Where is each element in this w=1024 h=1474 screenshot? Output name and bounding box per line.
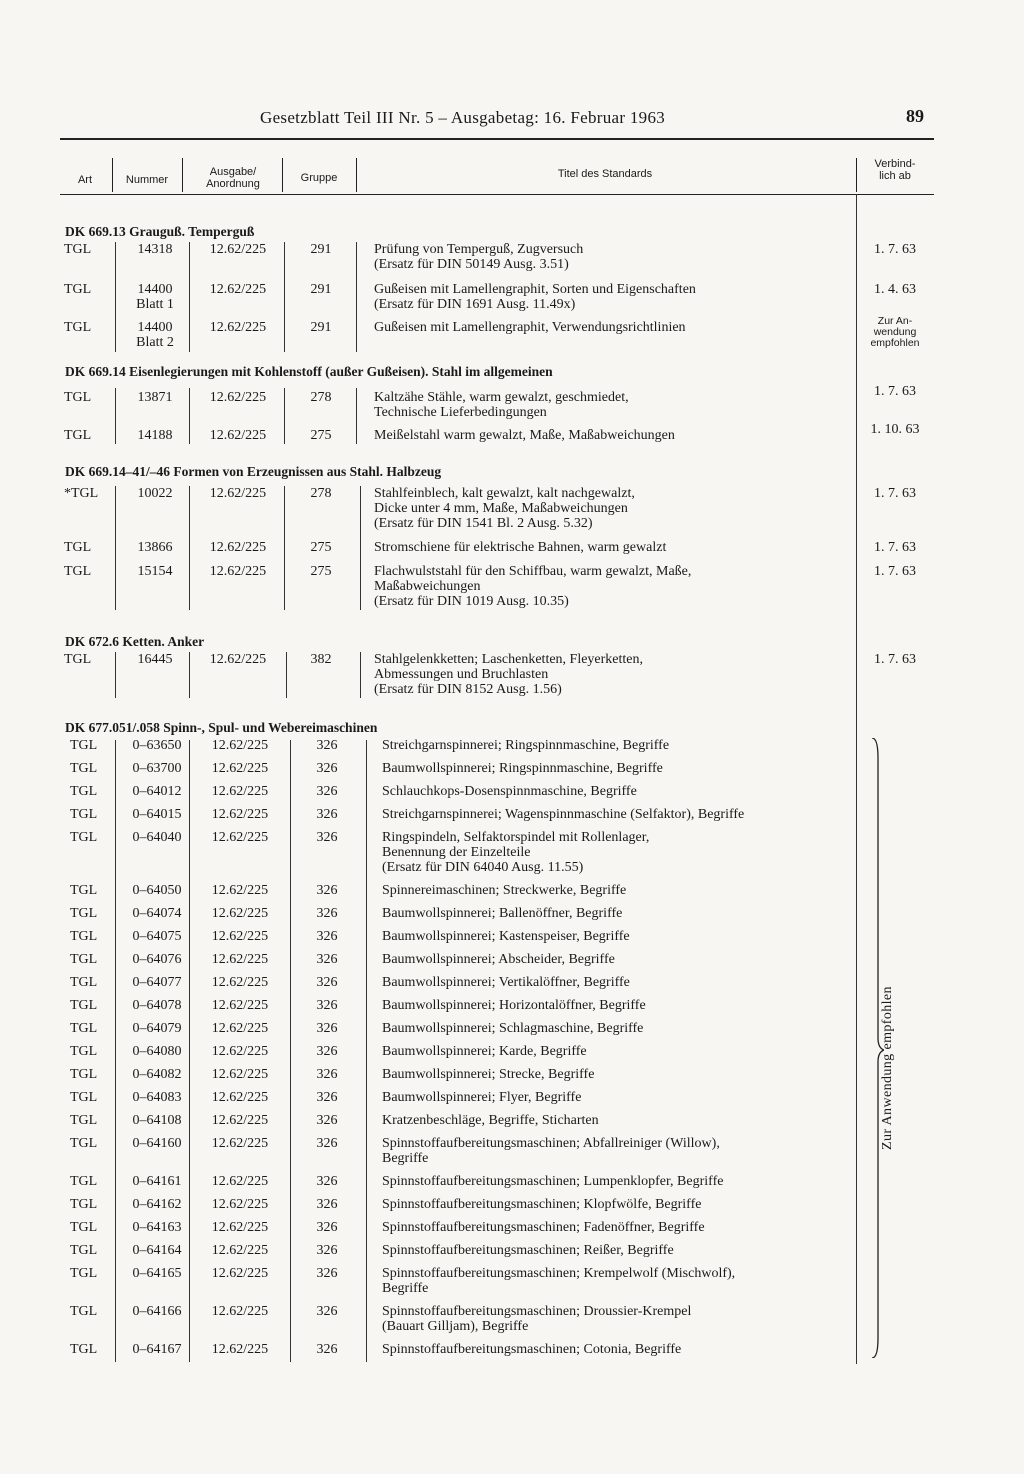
gruppe-cell: 291 bbox=[310, 242, 332, 257]
verbindlich-text: wendung bbox=[873, 326, 917, 338]
ausgabe-cell: 12.62/225 bbox=[211, 1067, 269, 1082]
titel-cell bbox=[382, 929, 862, 944]
page-title: Gesetzblatt Teil III Nr. 5 – Ausgabetag: 16. Februar 1963 bbox=[260, 108, 666, 127]
art-cell: TGL bbox=[64, 564, 92, 579]
titel-cell bbox=[382, 1067, 862, 1082]
verbindlich-text: 1. 7. 63 bbox=[874, 486, 916, 501]
titel-line: Spinnstoffaufbereitungsmaschinen; Lumpenklopfer, Begriffe bbox=[382, 1174, 724, 1189]
titel-line: Spinnstoffaufbereitungsmaschinen; Reißer, Begriffe bbox=[382, 1243, 674, 1258]
titel-cell bbox=[382, 952, 862, 967]
ausgabe-cell: 12.62/225 bbox=[211, 906, 269, 921]
gruppe-cell: 326 bbox=[316, 1243, 338, 1258]
nummer-text: Blatt 2 bbox=[136, 335, 174, 350]
gruppe-cell: 291 bbox=[310, 282, 332, 297]
ausgabe-cell: 12.62/225 bbox=[209, 390, 267, 405]
nummer-cell: 0–64076 bbox=[132, 952, 182, 967]
ausgabe-cell: 12.62/225 bbox=[211, 1113, 269, 1128]
titel-line: Schlauchkops-Dosenspinnmaschine, Begriffe bbox=[382, 784, 637, 799]
section-title: DK 669.14–41/–46 Formen von Erzeugnissen aus Stahl. Halbzeug bbox=[65, 464, 442, 479]
nummer-cell: 0–64015 bbox=[132, 807, 182, 822]
ausgabe-cell: 12.62/225 bbox=[211, 883, 269, 898]
titel-cell bbox=[382, 784, 862, 799]
verbindlich-text: 1. 7. 63 bbox=[874, 540, 916, 555]
page-header bbox=[60, 108, 930, 138]
nummer-cell bbox=[118, 564, 192, 579]
titel-line: (Ersatz für DIN 1541 Bl. 2 Ausg. 5.32) bbox=[374, 516, 593, 531]
nummer-text: 13866 bbox=[137, 540, 173, 555]
verbindlich-text: Zur An- bbox=[877, 315, 913, 327]
titel-line: (Ersatz für DIN 8152 Ausg. 1.56) bbox=[374, 682, 562, 697]
titel-line: Stromschiene für elektrische Bahnen, warm gewalzt bbox=[374, 540, 667, 555]
art-cell: TGL bbox=[70, 998, 98, 1013]
titel-line: Kratzenbeschläge, Begriffe, Sticharten bbox=[382, 1113, 599, 1128]
verbindlich-text: 1. 7. 63 bbox=[874, 564, 916, 579]
titel-line: Gußeisen mit Lamellengraphit, Sorten und Eigenschaften bbox=[374, 282, 696, 297]
nummer-cell: 0–64080 bbox=[132, 1044, 182, 1059]
column-header-ausgabe bbox=[184, 166, 282, 190]
column-rule bbox=[366, 740, 367, 1362]
ausgabe-cell: 12.62/225 bbox=[209, 540, 267, 555]
titel-line: Stahlfeinblech, kalt gewalzt, kalt nachgewalzt, bbox=[374, 486, 635, 501]
titel-cell bbox=[374, 282, 854, 312]
gruppe-cell: 326 bbox=[316, 975, 338, 990]
gruppe-cell: 275 bbox=[310, 428, 332, 443]
gruppe-cell: 326 bbox=[316, 998, 338, 1013]
titel-cell bbox=[382, 1266, 862, 1296]
art-cell: TGL bbox=[64, 652, 92, 667]
ausgabe-cell: 12.62/225 bbox=[211, 738, 269, 753]
art-cell: TGL bbox=[70, 952, 98, 967]
ausgabe-cell: 12.62/225 bbox=[209, 320, 267, 335]
verbindlich-cell bbox=[860, 242, 930, 257]
titel-line: Benennung der Einzelteile bbox=[382, 845, 531, 860]
titel-line: Spinnstoffaufbereitungsmaschinen; Fadenöffner, Begriffe bbox=[382, 1220, 705, 1235]
ausgabe-cell: 12.62/225 bbox=[211, 1044, 269, 1059]
art-cell: TGL bbox=[64, 390, 92, 405]
titel-cell bbox=[374, 486, 854, 531]
art-cell: *TGL bbox=[64, 486, 99, 501]
ausgabe-cell: 12.62/225 bbox=[209, 652, 267, 667]
titel-cell bbox=[382, 761, 862, 776]
titel-cell bbox=[374, 540, 854, 555]
verbindlich-text: 1. 7. 63 bbox=[874, 242, 916, 257]
nummer-text: 16445 bbox=[137, 652, 173, 667]
nummer-text: 14400 bbox=[137, 282, 173, 297]
ausgabe-cell: 12.62/225 bbox=[211, 1136, 269, 1151]
ausgabe-cell: 12.62/225 bbox=[211, 1243, 269, 1258]
column-divider bbox=[112, 158, 113, 192]
titel-line: (Ersatz für DIN 64040 Ausg. 11.55) bbox=[382, 860, 584, 875]
titel-cell bbox=[382, 1174, 862, 1189]
gruppe-cell: 326 bbox=[316, 906, 338, 921]
nummer-text: 15154 bbox=[137, 564, 173, 579]
gruppe-cell: 326 bbox=[316, 1174, 338, 1189]
column-rule bbox=[360, 486, 361, 610]
ausgabe-cell: 12.62/225 bbox=[209, 242, 267, 257]
art-cell: TGL bbox=[64, 320, 92, 335]
column-rule bbox=[115, 740, 116, 1362]
column-rule bbox=[115, 388, 116, 444]
page-number: 89 bbox=[906, 106, 924, 126]
ausgabe-cell: 12.62/225 bbox=[211, 1342, 269, 1357]
art-cell: TGL bbox=[64, 428, 92, 443]
art-cell: TGL bbox=[70, 761, 98, 776]
column-rule bbox=[115, 242, 116, 352]
column-header-nummer: Nummer bbox=[125, 174, 169, 186]
column-header-art: Art bbox=[77, 174, 93, 186]
nummer-cell bbox=[118, 428, 192, 443]
gruppe-cell: 278 bbox=[310, 390, 332, 405]
column-rule bbox=[356, 388, 357, 444]
titel-line: Baumwollspinnerei; Schlagmaschine, Begriffe bbox=[382, 1021, 644, 1036]
titel-line: Streichgarnspinnerei; Wagenspinnmaschine (Selfaktor), Begriffe bbox=[382, 807, 745, 822]
ausgabe-cell: 12.62/225 bbox=[211, 830, 269, 845]
titel-cell bbox=[382, 1044, 862, 1059]
art-cell: TGL bbox=[70, 883, 98, 898]
verbindlich-text: 1. 4. 63 bbox=[874, 282, 916, 297]
column-rule bbox=[189, 740, 190, 1362]
brace-label: Zur Anwendung empfohlen bbox=[880, 986, 895, 1150]
nummer-cell: 0–64078 bbox=[132, 998, 182, 1013]
titel-cell bbox=[382, 830, 862, 875]
titel-cell bbox=[382, 1304, 862, 1334]
titel-cell bbox=[374, 652, 854, 697]
titel-cell bbox=[374, 564, 854, 609]
gruppe-cell: 326 bbox=[316, 1266, 338, 1281]
titel-line: Kaltzähe Stähle, warm gewalzt, geschmiedet, bbox=[374, 390, 629, 405]
gruppe-cell: 326 bbox=[316, 1090, 338, 1105]
ausgabe-cell: 12.62/225 bbox=[211, 1220, 269, 1235]
verbindlich-cell bbox=[860, 564, 930, 579]
column-rule bbox=[189, 486, 190, 610]
nummer-cell: 0–64079 bbox=[132, 1021, 182, 1036]
titel-line: Baumwollspinnerei; Strecke, Begriffe bbox=[382, 1067, 595, 1082]
column-divider bbox=[856, 158, 857, 192]
nummer-cell bbox=[118, 540, 192, 555]
nummer-cell: 0–63650 bbox=[132, 738, 182, 753]
nummer-cell: 0–64165 bbox=[132, 1266, 182, 1281]
ausgabe-cell: 12.62/225 bbox=[211, 1197, 269, 1212]
art-cell: TGL bbox=[70, 1342, 98, 1357]
verbindlich-text: 1. 10. 63 bbox=[870, 422, 920, 437]
titel-cell bbox=[374, 320, 854, 335]
gruppe-cell: 326 bbox=[316, 738, 338, 753]
gruppe-cell: 278 bbox=[310, 486, 332, 501]
titel-line: (Ersatz für DIN 1691 Ausg. 11.49x) bbox=[374, 297, 576, 312]
titel-line: Technische Lieferbedingungen bbox=[374, 405, 547, 420]
art-cell: TGL bbox=[70, 807, 98, 822]
titel-cell bbox=[382, 883, 862, 898]
titel-line: Begriffe bbox=[382, 1151, 429, 1166]
column-divider bbox=[282, 158, 283, 192]
art-cell: TGL bbox=[64, 540, 92, 555]
gruppe-cell: 326 bbox=[316, 1021, 338, 1036]
titel-line: Spinnstoffaufbereitungsmaschinen; Droussier-Krempel bbox=[382, 1304, 692, 1319]
gruppe-cell: 326 bbox=[316, 761, 338, 776]
ausgabe-cell: 12.62/225 bbox=[211, 998, 269, 1013]
art-cell: TGL bbox=[70, 1266, 98, 1281]
gruppe-cell: 326 bbox=[316, 784, 338, 799]
gruppe-cell: 326 bbox=[316, 1197, 338, 1212]
titel-line: Baumwollspinnerei; Ballenöffner, Begriffe bbox=[382, 906, 623, 921]
gruppe-cell: 326 bbox=[316, 1113, 338, 1128]
art-cell: TGL bbox=[64, 282, 92, 297]
nummer-text: 14400 bbox=[137, 320, 173, 335]
titel-line: Begriffe bbox=[382, 1281, 429, 1296]
verbindlich-cell bbox=[860, 486, 930, 501]
column-rule bbox=[284, 486, 285, 610]
nummer-text: Blatt 1 bbox=[136, 297, 174, 312]
column-rule bbox=[360, 652, 361, 698]
column-header-verbindlich bbox=[858, 158, 932, 182]
nummer-cell: 0–64108 bbox=[132, 1113, 182, 1128]
art-cell: TGL bbox=[70, 1197, 98, 1212]
nummer-cell: 0–64166 bbox=[132, 1304, 182, 1319]
verbindlich-cell bbox=[860, 652, 930, 667]
section-title: DK 669.14 Eisenlegierungen mit Kohlenstoff (außer Gußeisen). Stahl im allgemeinen bbox=[65, 364, 553, 379]
titel-cell bbox=[382, 1113, 862, 1128]
titel-line: Spinnstoffaufbereitungsmaschinen; Cotonia, Begriffe bbox=[382, 1342, 682, 1357]
titel-line: Spinnstoffaufbereitungsmaschinen; Klopfwölfe, Begriffe bbox=[382, 1197, 702, 1212]
verbindlich-cell bbox=[860, 282, 930, 297]
ausgabe-cell: 12.62/225 bbox=[211, 1090, 269, 1105]
titel-line: Baumwollspinnerei; Karde, Begriffe bbox=[382, 1044, 587, 1059]
titel-cell bbox=[382, 738, 862, 753]
verbindlich-cell bbox=[860, 540, 930, 555]
art-cell: TGL bbox=[70, 1136, 98, 1151]
titel-line: Abmessungen und Bruchlasten bbox=[374, 667, 549, 682]
titel-line: (Ersatz für DIN 50149 Ausg. 3.51) bbox=[374, 257, 569, 272]
art-cell: TGL bbox=[70, 906, 98, 921]
gruppe-cell: 326 bbox=[316, 1136, 338, 1151]
art-cell: TGL bbox=[70, 1220, 98, 1235]
ausgabe-cell: 12.62/225 bbox=[209, 486, 267, 501]
verbindlich-text: empfohlen bbox=[870, 337, 920, 349]
gruppe-cell: 326 bbox=[316, 830, 338, 845]
gruppe-cell: 382 bbox=[310, 652, 332, 667]
table-header bbox=[60, 152, 934, 195]
nummer-text: 13871 bbox=[137, 390, 173, 405]
ausgabe-cell: 12.62/225 bbox=[211, 975, 269, 990]
nummer-cell: 0–64075 bbox=[132, 929, 182, 944]
nummer-cell bbox=[118, 242, 192, 257]
titel-cell bbox=[382, 1090, 862, 1105]
column-divider bbox=[182, 158, 183, 192]
section-title: DK 672.6 Ketten. Anker bbox=[65, 634, 205, 649]
ausgabe-cell: 12.62/225 bbox=[211, 929, 269, 944]
nummer-cell: 0–64161 bbox=[132, 1174, 182, 1189]
ausgabe-cell: 12.62/225 bbox=[211, 1174, 269, 1189]
ausgabe-cell: 12.62/225 bbox=[211, 1266, 269, 1281]
nummer-cell: 0–64163 bbox=[132, 1220, 182, 1235]
art-cell: TGL bbox=[70, 1174, 98, 1189]
gruppe-cell: 326 bbox=[316, 883, 338, 898]
titel-cell bbox=[382, 1243, 862, 1258]
ausgabe-cell: 12.62/225 bbox=[211, 784, 269, 799]
nummer-cell bbox=[118, 390, 192, 405]
column-rule bbox=[189, 652, 190, 698]
ausgabe-cell: 12.62/225 bbox=[209, 428, 267, 443]
column-header-titel: Titel des Standards bbox=[557, 168, 653, 180]
titel-cell bbox=[382, 906, 862, 921]
section-title: DK 677.051/.058 Spinn-, Spul- und Webereimaschinen bbox=[65, 720, 378, 735]
gruppe-cell: 326 bbox=[316, 1304, 338, 1319]
nummer-cell bbox=[118, 486, 192, 501]
column-rule bbox=[115, 486, 116, 610]
titel-cell bbox=[382, 1197, 862, 1212]
ausgabe-cell: 12.62/225 bbox=[211, 761, 269, 776]
nummer-cell: 0–64162 bbox=[132, 1197, 182, 1212]
nummer-cell: 0–64040 bbox=[132, 830, 182, 845]
titel-cell bbox=[382, 998, 862, 1013]
verbindlich-cell bbox=[860, 316, 930, 349]
titel-cell bbox=[374, 390, 854, 420]
verbindlich-cell bbox=[860, 384, 930, 399]
nummer-cell: 0–64083 bbox=[132, 1090, 182, 1105]
nummer-cell: 0–63700 bbox=[132, 761, 182, 776]
verbindlich-text: 1. 7. 63 bbox=[874, 384, 916, 399]
column-header-verbindlich-line2: lich ab bbox=[879, 170, 911, 182]
column-header-verbindlich-line1: Verbind- bbox=[874, 158, 916, 170]
nummer-cell: 0–64050 bbox=[132, 883, 182, 898]
gruppe-cell: 326 bbox=[316, 807, 338, 822]
titel-line: Spinnstoffaufbereitungsmaschinen; Krempelwolf (Mischwolf), bbox=[382, 1266, 736, 1281]
titel-line: Prüfung von Temperguß, Zugversuch bbox=[374, 242, 584, 257]
nummer-cell: 0–64167 bbox=[132, 1342, 182, 1357]
column-header-ausgabe-line1: Ausgabe/ bbox=[209, 166, 257, 178]
titel-line: Baumwollspinnerei; Kastenspeiser, Begriffe bbox=[382, 929, 630, 944]
art-cell: TGL bbox=[70, 738, 98, 753]
titel-line: (Bauart Gilljam), Begriffe bbox=[382, 1319, 529, 1334]
art-cell: TGL bbox=[70, 929, 98, 944]
verbindlich-text: 1. 7. 63 bbox=[874, 652, 916, 667]
gruppe-cell: 326 bbox=[316, 1342, 338, 1357]
nummer-cell: 0–64160 bbox=[132, 1136, 182, 1151]
art-cell: TGL bbox=[70, 1021, 98, 1036]
nummer-text: 10022 bbox=[137, 486, 173, 501]
column-rule bbox=[189, 242, 190, 352]
art-cell: TGL bbox=[70, 1113, 98, 1128]
nummer-cell: 0–64164 bbox=[132, 1243, 182, 1258]
gruppe-cell: 275 bbox=[310, 564, 332, 579]
nummer-text: 14318 bbox=[137, 242, 173, 257]
titel-cell bbox=[382, 1021, 862, 1036]
titel-line: Gußeisen mit Lamellengraphit, Verwendungsrichtlinien bbox=[374, 320, 686, 335]
art-cell: TGL bbox=[70, 975, 98, 990]
titel-line: Dicke unter 4 mm, Maße, Maßabweichungen bbox=[374, 501, 628, 516]
ausgabe-cell: 12.62/225 bbox=[209, 282, 267, 297]
titel-line: (Ersatz für DIN 1019 Ausg. 10.35) bbox=[374, 594, 569, 609]
titel-cell bbox=[382, 975, 862, 990]
titel-cell bbox=[382, 1220, 862, 1235]
art-cell: TGL bbox=[70, 1243, 98, 1258]
titel-line: Baumwollspinnerei; Abscheider, Begriffe bbox=[382, 952, 615, 967]
art-cell: TGL bbox=[64, 242, 92, 257]
titel-cell bbox=[374, 428, 854, 443]
gruppe-cell: 326 bbox=[316, 1067, 338, 1082]
titel-line: Stahlgelenkketten; Laschenketten, Fleyerketten, bbox=[374, 652, 644, 667]
nummer-cell bbox=[118, 282, 192, 312]
titel-cell bbox=[374, 242, 854, 272]
art-cell: TGL bbox=[70, 830, 98, 845]
art-cell: TGL bbox=[70, 1304, 98, 1319]
titel-line: Spinnstoffaufbereitungsmaschinen; Abfallreiniger (Willow), bbox=[382, 1136, 720, 1151]
column-rule bbox=[284, 388, 285, 444]
header-rule bbox=[60, 138, 934, 140]
ausgabe-cell: 12.62/225 bbox=[211, 952, 269, 967]
titel-line: Streichgarnspinnerei; Ringspinnmaschine, Begriffe bbox=[382, 738, 670, 753]
nummer-cell: 0–64077 bbox=[132, 975, 182, 990]
verbindlich-cell bbox=[860, 422, 930, 437]
ausgabe-cell: 12.62/225 bbox=[211, 1021, 269, 1036]
column-rule bbox=[115, 652, 116, 698]
titel-line: Flachwulststahl für den Schiffbau, warm gewalzt, Maße, bbox=[374, 564, 692, 579]
titel-line: Ringspindeln, Selfaktorspindel mit Rollenlager, bbox=[382, 830, 650, 845]
column-rule bbox=[356, 242, 357, 352]
gruppe-cell: 326 bbox=[316, 1220, 338, 1235]
gruppe-cell: 326 bbox=[316, 1044, 338, 1059]
art-cell: TGL bbox=[70, 1090, 98, 1105]
nummer-text: 14188 bbox=[137, 428, 173, 443]
titel-line: Meißelstahl warm gewalzt, Maße, Maßabweichungen bbox=[374, 428, 675, 443]
titel-line: Spinnereimaschinen; Streckwerke, Begriffe bbox=[382, 883, 627, 898]
nummer-cell bbox=[118, 320, 192, 350]
gruppe-cell: 326 bbox=[316, 929, 338, 944]
gruppe-cell: 291 bbox=[310, 320, 332, 335]
titel-line: Baumwollspinnerei; Ringspinnmaschine, Begriffe bbox=[382, 761, 663, 776]
nummer-cell bbox=[118, 652, 192, 667]
art-cell: TGL bbox=[70, 784, 98, 799]
column-header-ausgabe-line2: Anordnung bbox=[206, 178, 260, 190]
ausgabe-cell: 12.62/225 bbox=[211, 1304, 269, 1319]
column-rule bbox=[189, 388, 190, 444]
column-header-gruppe: Gruppe bbox=[300, 172, 338, 184]
nummer-cell: 0–64074 bbox=[132, 906, 182, 921]
gruppe-cell: 275 bbox=[310, 540, 332, 555]
titel-line: Baumwollspinnerei; Horizontalöffner, Begriffe bbox=[382, 998, 646, 1013]
nummer-cell: 0–64012 bbox=[132, 784, 182, 799]
nummer-cell: 0–64082 bbox=[132, 1067, 182, 1082]
column-rule bbox=[290, 740, 291, 1362]
ausgabe-cell: 12.62/225 bbox=[209, 564, 267, 579]
column-rule bbox=[286, 652, 287, 698]
section-title: DK 669.13 Grauguß. Temperguß bbox=[65, 224, 255, 239]
titel-line: Maßabweichungen bbox=[374, 579, 481, 594]
art-cell: TGL bbox=[70, 1067, 98, 1082]
titel-line: Baumwollspinnerei; Flyer, Begriffe bbox=[382, 1090, 582, 1105]
titel-cell bbox=[382, 807, 862, 822]
titel-line: Baumwollspinnerei; Vertikalöffner, Begriffe bbox=[382, 975, 630, 990]
column-divider bbox=[356, 158, 357, 192]
titel-cell bbox=[382, 1342, 862, 1357]
ausgabe-cell: 12.62/225 bbox=[211, 807, 269, 822]
art-cell: TGL bbox=[70, 1044, 98, 1059]
gruppe-cell: 326 bbox=[316, 952, 338, 967]
titel-cell bbox=[382, 1136, 862, 1166]
column-rule bbox=[284, 242, 285, 352]
